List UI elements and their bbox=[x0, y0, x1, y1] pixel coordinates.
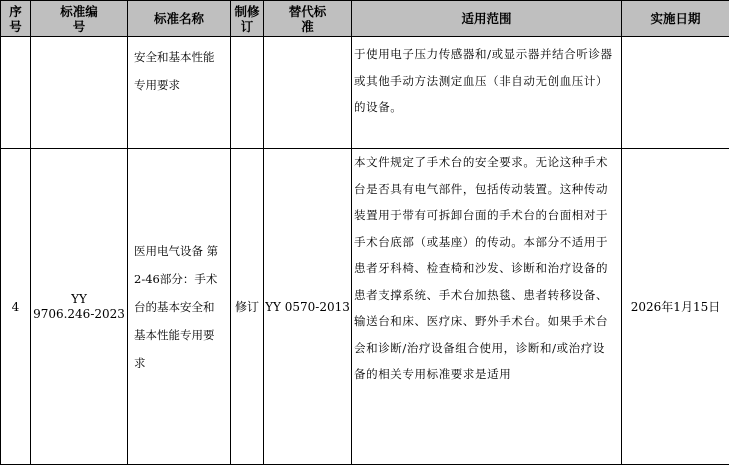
header-type: 制修订 bbox=[231, 1, 264, 37]
header-replace: 替代标准 bbox=[264, 1, 352, 37]
row-replace: YY 0570-2013 bbox=[264, 149, 352, 465]
row-seq bbox=[1, 37, 31, 149]
row-scope: 于使用电子压力传感器和/或显示器并结合听诊器或其他手动方法测定血压（非自动无创血压计）的设备。 bbox=[352, 37, 622, 149]
row-replace bbox=[264, 37, 352, 149]
header-date: 实施日期 bbox=[622, 1, 729, 37]
row-date: 2026年1月15日 bbox=[622, 149, 729, 465]
row-type bbox=[231, 37, 264, 149]
row-code-number: 9706.246-2023 bbox=[31, 307, 127, 322]
row-scope: 本文件规定了手术台的安全要求。无论这种手术台是否具有电气部件，包括传动装置。这种传动装置用于带有可拆卸台面的手术台的台面相对于手术台底部（或基座）的传动。本部分不适用于患者牙科椅、检查椅和沙发、诊断和治疗设备的患者支撑系统、手术台加热毯、患者转移设备、输送台和床、医疗床、野外手术台。如果手术台会和诊断/治疗设备组合使用，诊断和/或治疗设备的相关专用标准要求是适用 bbox=[354, 149, 615, 463]
row-date bbox=[622, 37, 729, 149]
table-row bbox=[1, 149, 729, 465]
row-code bbox=[31, 37, 128, 149]
row-code-prefix: YY bbox=[31, 292, 127, 307]
header-code: 标准编号 bbox=[31, 1, 128, 37]
header-scope: 适用范围 bbox=[352, 1, 622, 37]
row-code bbox=[31, 149, 128, 465]
row-scope-cell bbox=[352, 149, 622, 465]
row-type: 修订 bbox=[231, 149, 264, 465]
header-name: 标准名称 bbox=[128, 1, 231, 37]
header-row bbox=[1, 1, 729, 37]
row-seq: 4 bbox=[1, 149, 31, 465]
table-row bbox=[1, 37, 729, 149]
row-name: 医用电气设备 第2-46部分：手术台的基本安全和基本性能专用要求 bbox=[128, 149, 231, 465]
header-seq: 序号 bbox=[1, 1, 31, 37]
row-name: 安全和基本性能专用要求 bbox=[128, 37, 231, 149]
